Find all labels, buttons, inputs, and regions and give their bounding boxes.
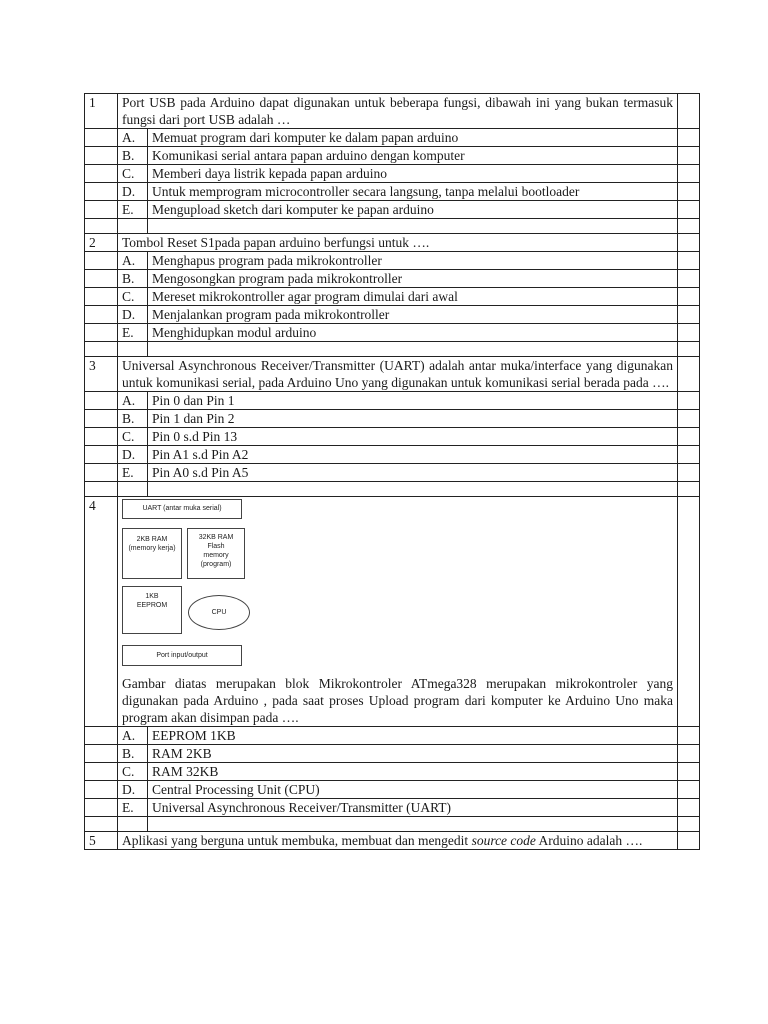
option-letter: E. <box>118 464 148 482</box>
spacer-row <box>85 482 700 497</box>
option-row <box>85 147 700 165</box>
question-text: Universal Asynchronous Receiver/Transmitter (UART) adalah antar muka/interface yang digunakan untuk komunikasi serial, pada Arduino Uno yang digunakan untuk komunikasi serial berada pada …. <box>118 357 678 392</box>
option-text: Pin 0 dan Pin 1 <box>148 392 678 410</box>
option-letter: E. <box>118 324 148 342</box>
spacer-row <box>85 219 700 234</box>
option-letter: B. <box>118 147 148 165</box>
option-text: Pin 0 s.d Pin 13 <box>148 428 678 446</box>
option-text: Menghapus program pada mikrokontroller <box>148 252 678 270</box>
port-io-block: Port input/output <box>122 645 242 666</box>
option-text: RAM 2KB <box>148 745 678 763</box>
option-row <box>85 799 700 817</box>
option-letter: D. <box>118 781 148 799</box>
option-letter: B. <box>118 270 148 288</box>
atmega328-block-diagram <box>122 499 262 669</box>
quiz-table <box>84 93 700 850</box>
option-text: Komunikasi serial antara papan arduino dengan komputer <box>148 147 678 165</box>
option-text: Central Processing Unit (CPU) <box>148 781 678 799</box>
flash-block: 32KB RAM Flash memory (program) <box>187 528 245 579</box>
option-letter: C. <box>118 428 148 446</box>
option-letter: B. <box>118 745 148 763</box>
option-text: Menghidupkan modul arduino <box>148 324 678 342</box>
question-text <box>118 832 678 850</box>
option-text: Mereset mikrokontroller agar program dimulai dari awal <box>148 288 678 306</box>
option-row <box>85 252 700 270</box>
option-letter: A. <box>118 252 148 270</box>
option-letter: A. <box>118 727 148 745</box>
question-text-end: Arduino adalah …. <box>535 833 643 848</box>
option-letter: B. <box>118 410 148 428</box>
option-row <box>85 464 700 482</box>
cpu-block: CPU <box>188 595 250 630</box>
answer-mark-cell <box>678 497 700 727</box>
question-row-3 <box>85 357 700 392</box>
option-row <box>85 270 700 288</box>
option-text: Menjalankan program pada mikrokontroller <box>148 306 678 324</box>
question-number: 4 <box>85 497 118 727</box>
option-row <box>85 428 700 446</box>
answer-mark-cell <box>678 94 700 129</box>
option-letter: D. <box>118 183 148 201</box>
option-row <box>85 781 700 799</box>
option-text: Pin 1 dan Pin 2 <box>148 410 678 428</box>
option-text: Untuk memprogram microcontroller secara langsung, tanpa melalui bootloader <box>148 183 678 201</box>
question-text-italic: source code <box>471 833 536 848</box>
option-letter: C. <box>118 165 148 183</box>
answer-mark-cell <box>678 234 700 252</box>
option-row <box>85 288 700 306</box>
question-row-1 <box>85 94 700 129</box>
option-row <box>85 763 700 781</box>
option-row <box>85 201 700 219</box>
option-row <box>85 324 700 342</box>
option-letter: E. <box>118 201 148 219</box>
option-row <box>85 129 700 147</box>
option-row <box>85 745 700 763</box>
option-text: Mengupload sketch dari komputer ke papan arduino <box>148 201 678 219</box>
option-letter: A. <box>118 392 148 410</box>
question-number: 2 <box>85 234 118 252</box>
option-letter: A. <box>118 129 148 147</box>
ram-block: 2KB RAM (memory kerja) <box>122 528 182 579</box>
option-row <box>85 392 700 410</box>
option-row <box>85 306 700 324</box>
question-number: 1 <box>85 94 118 129</box>
question-text-start: Aplikasi yang berguna untuk membuka, membuat dan mengedit <box>122 833 472 848</box>
option-letter: D. <box>118 306 148 324</box>
option-letter: E. <box>118 799 148 817</box>
eeprom-block: 1KB EEPROM <box>122 586 182 634</box>
option-text: EEPROM 1KB <box>148 727 678 745</box>
option-text: RAM 32KB <box>148 763 678 781</box>
option-letter: C. <box>118 288 148 306</box>
option-row <box>85 446 700 464</box>
option-text: Pin A0 s.d Pin A5 <box>148 464 678 482</box>
option-text: Memberi daya listrik kepada papan arduino <box>148 165 678 183</box>
spacer-row <box>85 342 700 357</box>
question-text: Port USB pada Arduino dapat digunakan untuk beberapa fungsi, dibawah ini yang bukan termasuk fungsi dari port USB adalah … <box>118 94 678 129</box>
question-number: 3 <box>85 357 118 392</box>
option-row <box>85 727 700 745</box>
option-row <box>85 183 700 201</box>
option-letter: C. <box>118 763 148 781</box>
question-number: 5 <box>85 832 118 850</box>
uart-block: UART (antar muka serial) <box>122 499 242 519</box>
question-text: Tombol Reset S1pada papan arduino berfungsi untuk …. <box>118 234 678 252</box>
spacer-row <box>85 817 700 832</box>
option-letter: D. <box>118 446 148 464</box>
option-text: Universal Asynchronous Receiver/Transmitter (UART) <box>148 799 678 817</box>
option-text: Pin A1 s.d Pin A2 <box>148 446 678 464</box>
question-row-5 <box>85 832 700 850</box>
option-row <box>85 410 700 428</box>
answer-mark-cell <box>678 832 700 850</box>
answer-mark-cell <box>678 357 700 392</box>
option-row <box>85 165 700 183</box>
question-body <box>118 497 678 727</box>
option-text: Mengosongkan program pada mikrokontroller <box>148 270 678 288</box>
option-text: Memuat program dari komputer ke dalam papan arduino <box>148 129 678 147</box>
question-row-2 <box>85 234 700 252</box>
question-text: Gambar diatas merupakan blok Mikrokontroler ATmega328 merupakan mikrokontroler yang digunakan pada Arduino , pada saat proses Upload program dari komputer ke Arduino Uno maka program akan disimpan pada …. <box>122 676 673 725</box>
question-row-4 <box>85 497 700 727</box>
